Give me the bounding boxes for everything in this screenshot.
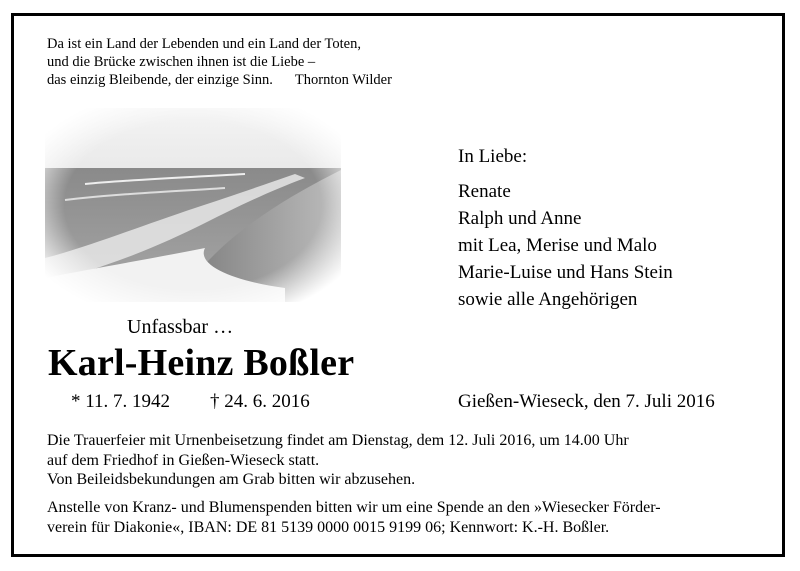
donation-notice-line-2: verein für Diakonie«, IBAN: DE 81 5139 0000 0015 9199 06; Kennwort: K.-H. Boßler. [47, 518, 610, 536]
place-and-date: Gießen-Wieseck, den 7. Juli 2016 [458, 391, 715, 412]
mourner-name: Marie-Luise und Hans Stein [458, 262, 673, 283]
quote-line-2: und die Brücke zwischen ihnen ist die Liebe – [47, 54, 316, 70]
donation-notice [47, 498, 661, 537]
mourner-name: Ralph und Anne [458, 208, 582, 229]
funeral-notice [47, 431, 629, 490]
quote-line-3-text: das einzig Bleibende, der einzige Sinn. [47, 72, 273, 88]
mourner-name: Renate [458, 181, 511, 202]
quote-line-3 [47, 71, 392, 89]
funeral-notice-line-1: Die Trauerfeier mit Urnenbeisetzung findet am Dienstag, dem 12. Juli 2016, um 14.00 Uhr [47, 432, 629, 449]
intro-text: Unfassbar … [127, 316, 234, 338]
donation-notice-line-1: Anstelle von Kranz- und Blumenspenden bitten wir um eine Spende an den »Wiesecker Förder- [47, 499, 661, 516]
mourner-name: mit Lea, Merise und Malo [458, 235, 657, 256]
mourners-heading: In Liebe: [458, 146, 528, 167]
quote-line-1: Da ist ein Land der Lebenden und ein Land der Toten, [47, 36, 361, 52]
mourners-list [458, 143, 673, 313]
quote-block [47, 35, 392, 89]
beach-waves-photo [45, 108, 341, 302]
quote-author: Thornton Wilder [294, 72, 392, 88]
mourner-name: sowie alle Angehörigen [458, 289, 638, 310]
funeral-notice-line-2: auf dem Friedhof in Gießen-Wieseck statt. [47, 451, 320, 469]
birth-date: * 11. 7. 1942 [71, 391, 171, 412]
death-date: † 24. 6. 2016 [210, 391, 310, 412]
funeral-notice-line-3: Von Beileidsbekundungen am Grab bitten wir abzusehen. [47, 471, 416, 488]
deceased-name: Karl-Heinz Boßler [48, 342, 355, 384]
